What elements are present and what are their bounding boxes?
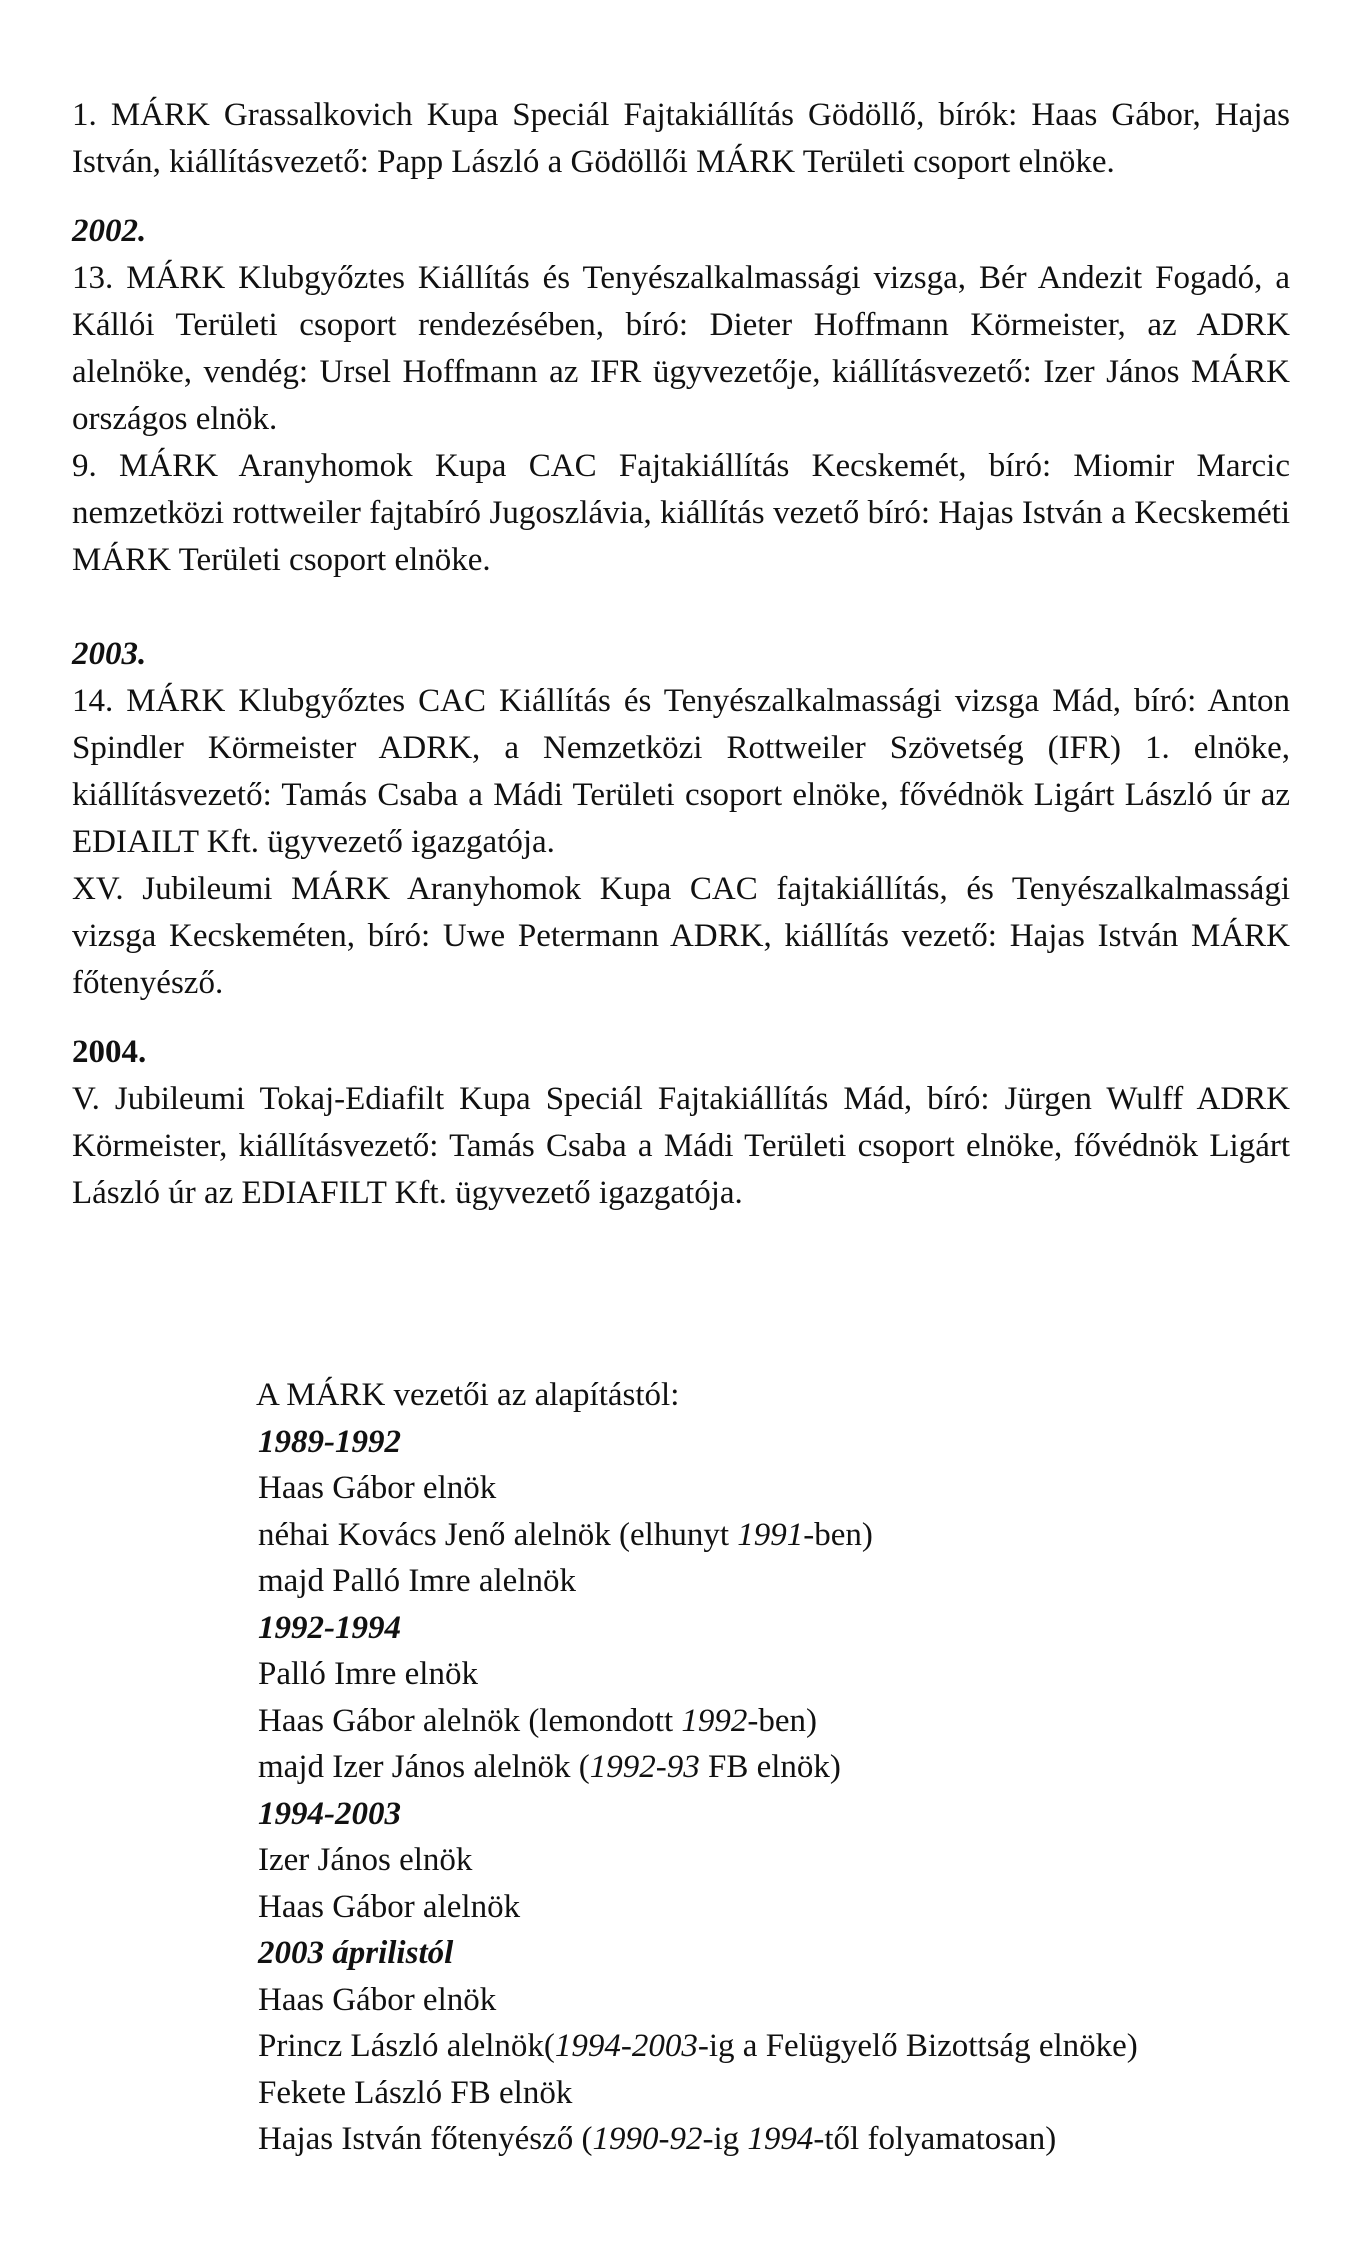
period-heading: 1992-1994 — [258, 1609, 401, 1646]
entry-paragraph: 9. MÁRK Aranyhomok Kupa CAC Fajtakiállítás Kecskemét, bíró: Miomir Marcic nemzetközi rottweiler fajtabíró Jugoszlávia, kiállítás vezető bíró: Hajas István a Kecskeméti MÁRK Területi csoport elnöke. — [72, 448, 1290, 578]
entry-paragraph: 13. MÁRK Klubgyőztes Kiállítás és Tenyészalkalmassági vizsga, Bér Andezit Fogadó, a Kállói Területi csoport rendezésében, bíró: Dieter Hoffmann Körmeister, az ADRK alelnöke, vendég: Ursel Hoffmann az IFR ügyvezetője, kiállításvezető: Izer János MÁRK országos elnök. — [72, 260, 1290, 437]
period-heading: 2003 áprilistól — [258, 1935, 454, 1971]
leader-line: Princz László alelnök(1994-2003-ig a Felügyelő Bizottság elnöke) — [258, 2028, 1138, 2064]
year-heading-2002: 2002. — [72, 213, 147, 249]
period-heading: 1989-1992 — [258, 1423, 401, 1460]
entry-paragraph: V. Jubileumi Tokaj-Ediafilt Kupa Speciál Fajtakiállítás Mád, bíró: Jürgen Wulff ADRK Körmeister, kiállításvezető: Tamás Csaba a Mádi Területi csoport elnöke, fővédnök Ligárt László úr az EDIAFILT Kft. ügyvezető igazgatója. — [72, 1081, 1290, 1211]
leader-line: Hajas István főtenyésző (1990-92-ig 1994-től folyamatosan) — [258, 2121, 1057, 2157]
entry-paragraph: 1. MÁRK Grassalkovich Kupa Speciál Fajtakiállítás Gödöllő, bírók: Haas Gábor, Hajas István, kiállításvezető: Papp László a Gödöllői MÁRK Területi csoport elnöke. — [72, 97, 1290, 180]
leader-line: majd Izer János alelnök (1992-93 FB elnök) — [258, 1749, 841, 1785]
period-heading: 1994-2003 — [258, 1795, 401, 1832]
leader-line: Haas Gábor alelnök (lemondott 1992-ben) — [258, 1702, 818, 1739]
leader-line: Palló Imre elnök — [258, 1656, 478, 1692]
entry-paragraph: XV. Jubileumi MÁRK Aranyhomok Kupa CAC fajtakiállítás, és Tenyészalkalmassági vizsga Kecskeméten, bíró: Uwe Petermann ADRK, kiállítás vezető: Hajas István MÁRK főtenyésző. — [72, 871, 1290, 1001]
leader-line: Haas Gábor elnök — [258, 1981, 497, 2018]
leader-line: Fekete László FB elnök — [258, 2074, 573, 2111]
leader-line: majd Palló Imre alelnök — [258, 1563, 576, 1599]
leaders-list — [258, 1372, 1318, 2163]
year-heading-2003: 2003. — [72, 636, 147, 672]
leader-line: Izer János elnök — [258, 1842, 473, 1878]
text-column — [72, 92, 1290, 1217]
leader-line: Haas Gábor elnök — [258, 1470, 497, 1506]
leader-line: néhai Kovács Jenő alelnök (elhunyt 1991-ben) — [258, 1516, 873, 1553]
year-heading-2004: 2004. — [72, 1034, 147, 1070]
leaders-heading: A MÁRK vezetői az alapítástól: — [256, 1377, 680, 1413]
leader-line: Haas Gábor alelnök — [258, 1888, 521, 1925]
entry-paragraph: 14. MÁRK Klubgyőztes CAC Kiállítás és Tenyészalkalmassági vizsga Mád, bíró: Anton Spindler Körmeister ADRK, a Nemzetközi Rottweiler Szövetség (IFR) 1. elnöke, kiállításvezető: Tamás Csaba a Mádi Területi csoport elnöke, fővédnök Ligárt László úr az EDIAILT Kft. ügyvezető igazgatója. — [72, 683, 1290, 860]
